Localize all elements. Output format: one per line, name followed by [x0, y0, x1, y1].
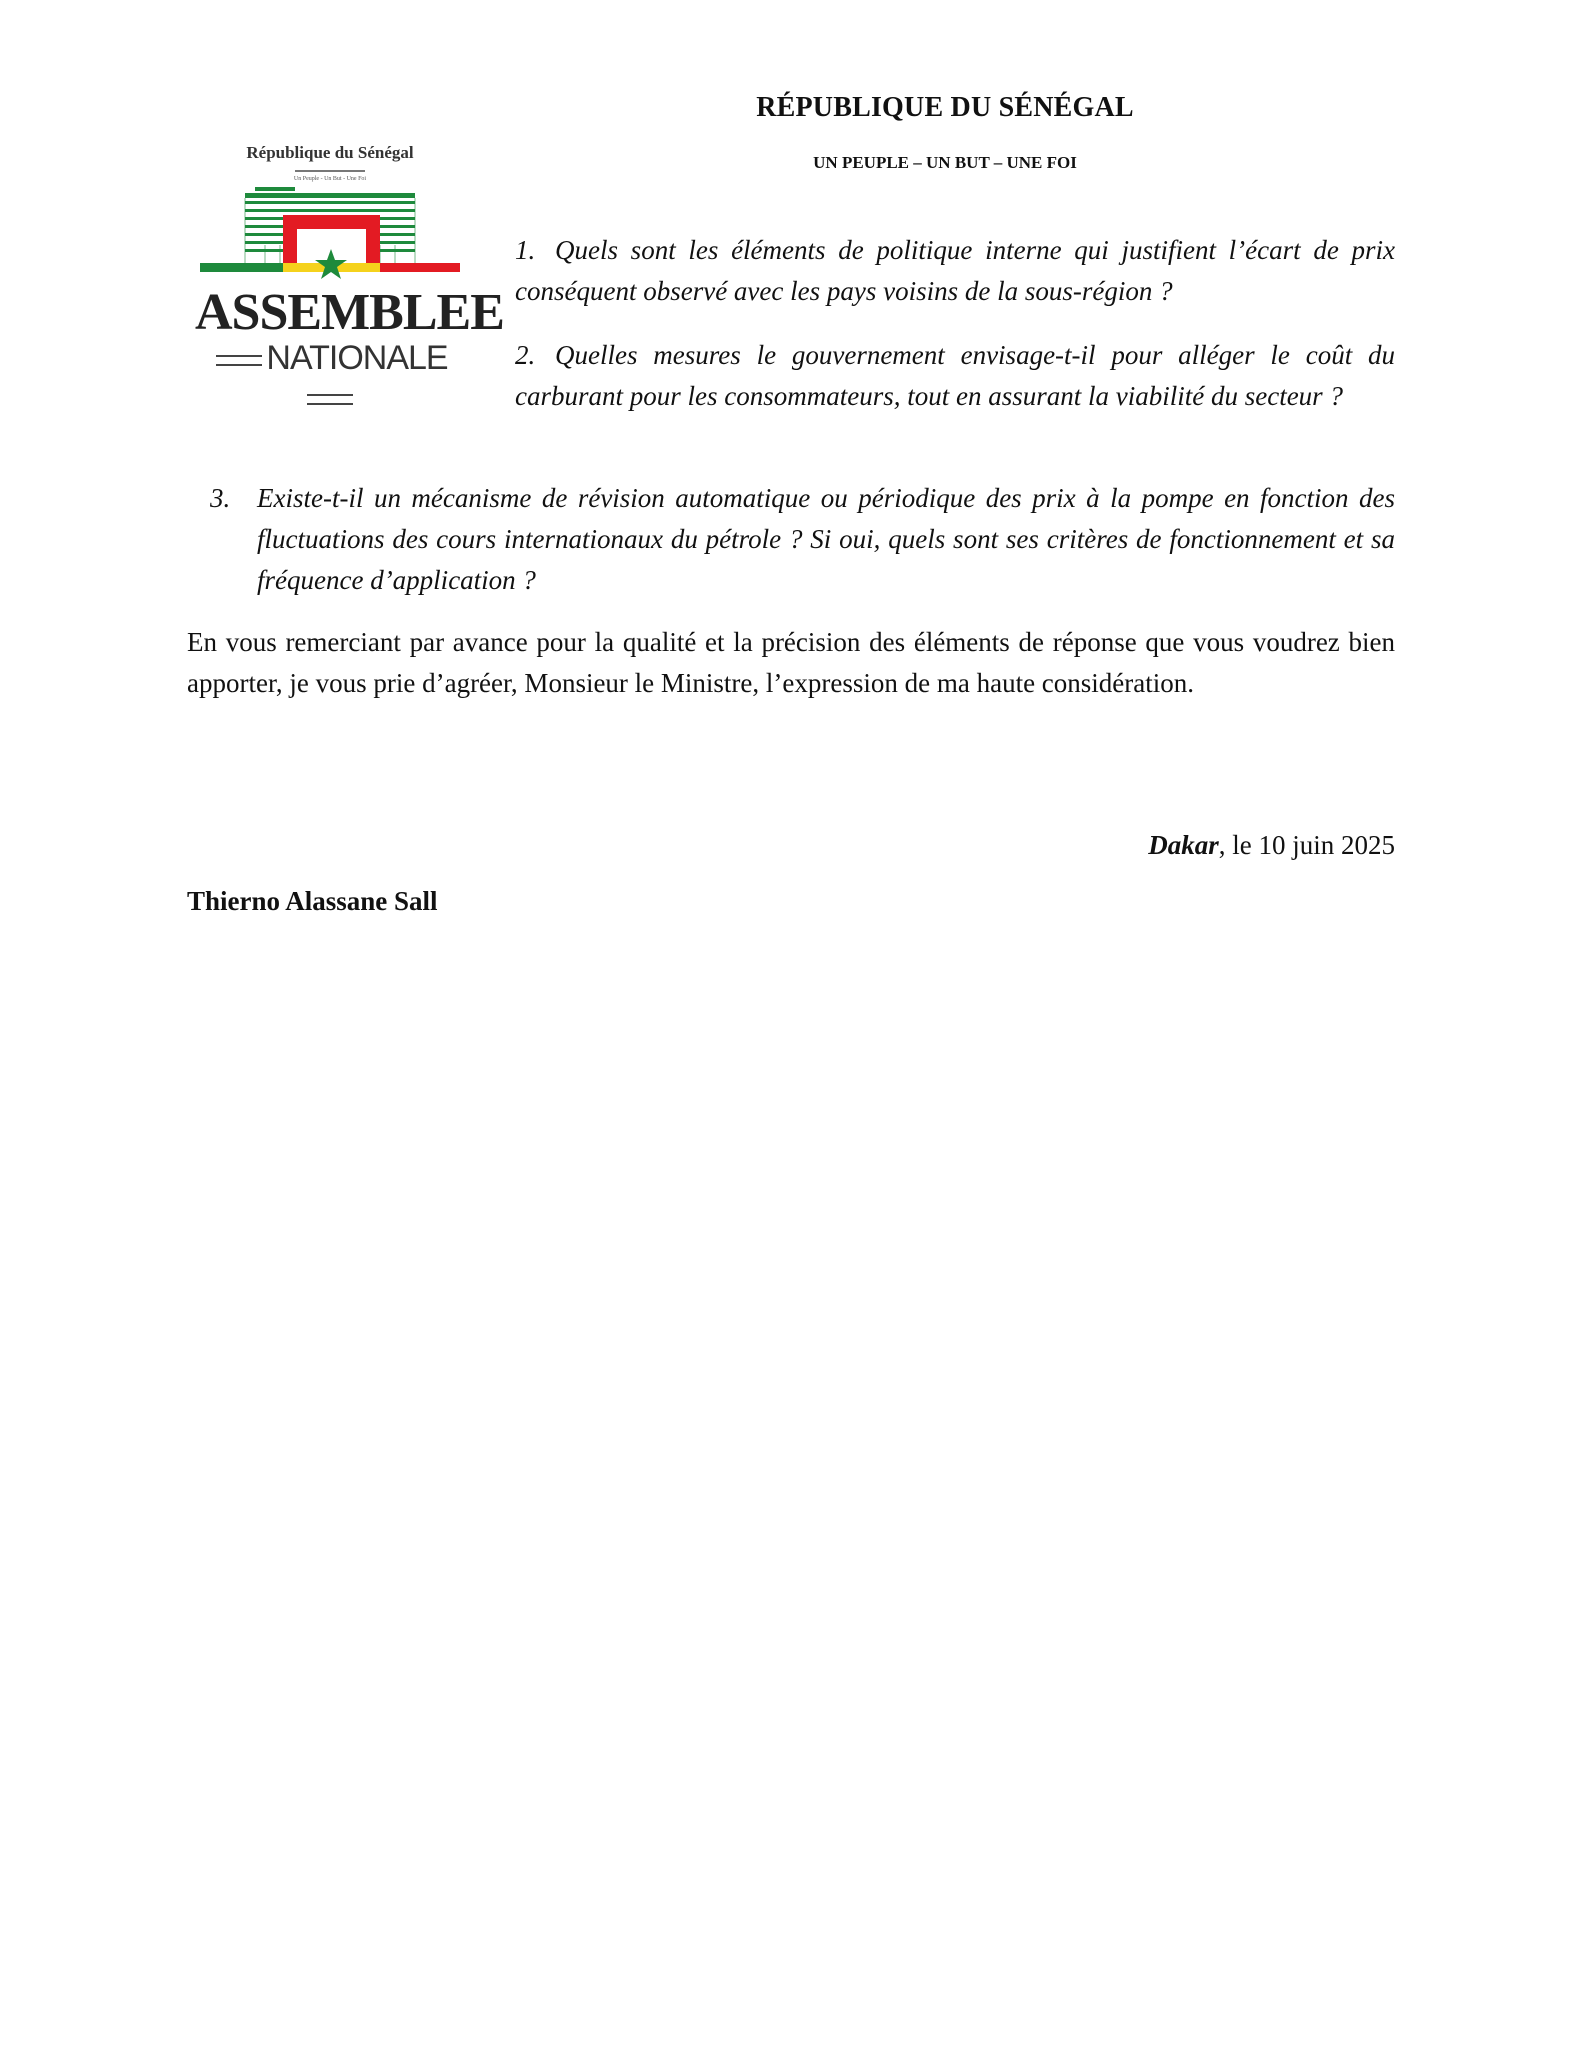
logo-assemblee-text: ASSEMBLEE [195, 284, 504, 341]
place-and-date [900, 830, 1395, 861]
logo-divider [295, 170, 365, 172]
page-title: RÉPUBLIQUE DU SÉNÉGAL [756, 92, 1134, 123]
date: , le 10 juin 2025 [1218, 830, 1395, 860]
assemblee-nationale-logo [195, 143, 504, 378]
closing-paragraph: En vous remerciant par avance pour la qualité et la précision des éléments de réponse que vous voudrez bien apporter, je vous prie d’agréer, Monsieur le Ministre, l’expression de ma haute considération. [187, 627, 1395, 698]
logo-left-bars [216, 355, 262, 366]
question-number: 3. [210, 483, 231, 513]
logo-nationale-text: NATIONALE [266, 339, 448, 377]
logo-right-bars [307, 394, 353, 405]
logo-motto-text: Un Peuple - Un But - Une Foi [293, 176, 367, 182]
question-number: 1. [515, 235, 536, 265]
place: Dakar [1148, 830, 1219, 860]
logo-republic-text: République du Sénégal [246, 143, 414, 162]
question-1 [515, 230, 1395, 312]
logo-nationale-row [195, 339, 465, 417]
question-2 [515, 335, 1395, 417]
parliament-building-icon [195, 185, 465, 285]
question-3 [210, 478, 1395, 601]
signatory-name: Thierno Alassane Sall [187, 886, 438, 916]
question-number: 2. [515, 340, 536, 370]
question-text: Existe-t-il un mécanisme de révision automatique ou périodique des prix à la pompe en fonction des fluctuations des cours internationaux du pétrole ? Si oui, quels sont ses critères de fonctionnement et sa fréquence d’application ? [257, 483, 1395, 595]
national-motto: UN PEUPLE – UN BUT – UNE FOI [813, 153, 1077, 172]
question-text: Quelles mesures le gouvernement envisage-t-il pour alléger le coût du carburant pour les consommateurs, tout en assurant la viabilité du secteur ? [515, 340, 1395, 411]
question-text: Quels sont les éléments de politique interne qui justifient l’écart de prix conséquent observé avec les pays voisins de la sous-région ? [515, 235, 1395, 306]
